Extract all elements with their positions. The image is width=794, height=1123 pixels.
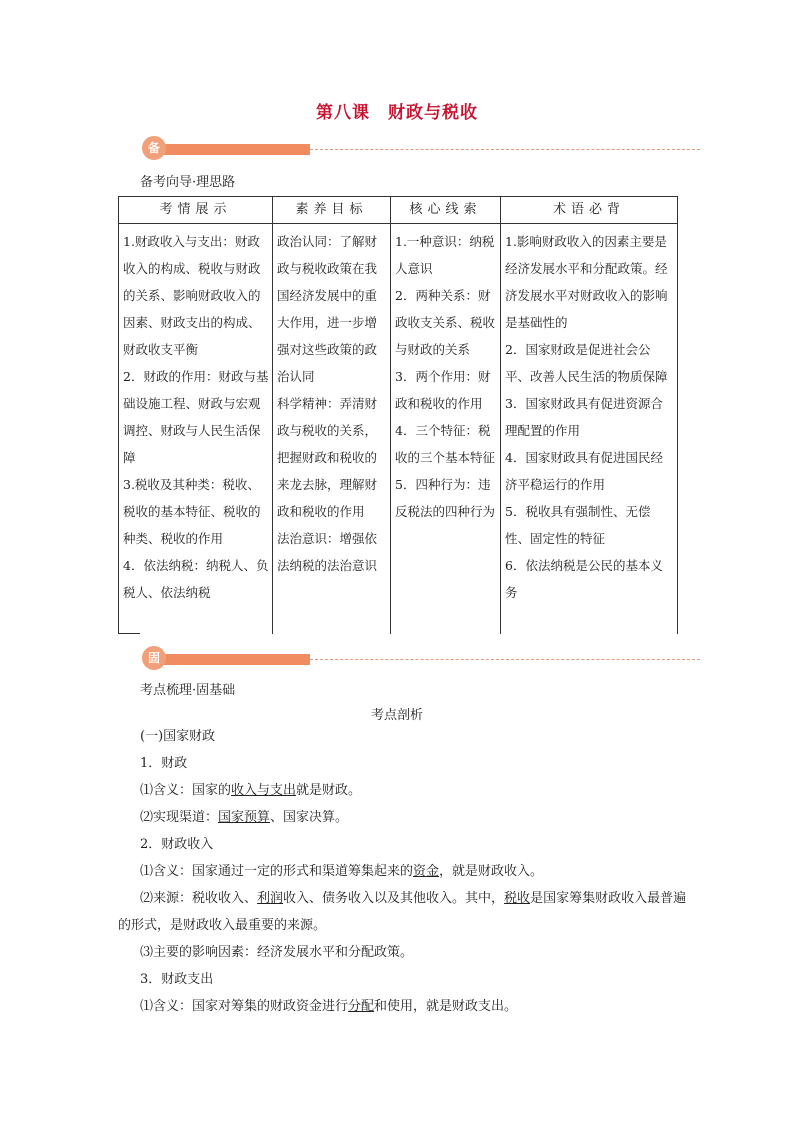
header-exam-info: 考情展示	[119, 197, 273, 224]
analysis-heading: 考点剖析	[370, 708, 423, 723]
list-item: 2．财政的作用：财政与基础设施工程、财政与宏观调控、财政与人民生活保障	[123, 369, 269, 465]
list-item: 3．国家财政具有促进资源合理配置的作用	[505, 396, 663, 438]
header-terms: 术语必背	[501, 197, 678, 224]
column-exam-info	[119, 224, 273, 634]
list-item: 1.财政收入与支出：财政收入的构成、税收与财政的关系、影响财政收入的因素、财政支出的构成、财政收支平衡	[123, 234, 261, 357]
page-title: 第八课 财政与税收	[316, 103, 478, 123]
paragraph: ⑵实现渠道：国家预算、国家决算。	[140, 810, 349, 825]
column-core-clues	[391, 224, 501, 634]
subheading-finance: 1．财政	[140, 756, 188, 771]
guide-table	[118, 196, 678, 634]
paragraph: ⑴含义：国家通过一定的形式和渠道筹集起来的资金，就是财政收入。	[140, 864, 544, 879]
list-item: 4．依法纳税：纳税人、负税人、依法纳税	[123, 558, 269, 600]
list-item: 5．四种行为：违反税法的四种行为	[395, 477, 496, 519]
list-item: 政治认同：了解财政与税收政策在我国经济发展中的重大作用，进一步增强对这些政策的政治认同	[277, 234, 378, 384]
header-core-clues: 核心线索	[391, 197, 501, 224]
paragraph: ⑶主要的影响因素：经济发展水平和分配政策。	[140, 945, 414, 960]
banner-dashed-line	[310, 659, 700, 660]
list-item: 科学精神：弄清财政与税收的关系，把握财政和税收的来龙去脉，理解财政和税收的作用	[277, 396, 378, 519]
list-item: 2．国家财政是促进社会公平、改善人民生活的物质保障	[505, 342, 668, 384]
table-bottom-stub	[118, 633, 140, 634]
heading-national-finance: (一)国家财政	[140, 729, 216, 744]
section-label-guide: 备考向导·理思路	[140, 175, 236, 190]
list-item: 1.一种意识：纳税人意识	[395, 234, 495, 276]
banner-bar	[154, 654, 310, 665]
section-banner-guide	[140, 136, 700, 160]
paragraph: ⑵来源：税收收入、利润收入、债务收入以及其他收入。其中，税收是国家筹集财政收入最普遍的形式，是财政收入最重要的来源。	[118, 891, 687, 933]
banner-dashed-line	[310, 149, 700, 150]
list-item: 1.影响财政收入的因素主要是经济发展水平和分配政策。经济发展水平对财政收入的影响是基础性的	[505, 234, 668, 330]
column-terms	[501, 224, 678, 634]
list-item: 6．依法纳税是公民的基本义务	[505, 558, 663, 600]
subheading-revenue: 2．财政收入	[140, 837, 214, 852]
list-item: 4．国家财政具有促进国民经济平稳运行的作用	[505, 450, 663, 492]
column-literacy-goals	[273, 224, 391, 634]
list-item: 4．三个特征：税收的三个基本特征	[395, 423, 496, 465]
paragraph: ⑴含义：国家的收入与支出就是财政。	[140, 783, 362, 798]
body-content	[118, 723, 688, 1020]
section-label-review: 考点梳理·固基础	[140, 683, 236, 698]
section-banner-review	[140, 646, 700, 670]
list-item: 3.税收及其种类：税收、税收的基本特征、税收的种类、税收的作用	[123, 477, 261, 546]
list-item: 法治意识：增强依法纳税的法治意识	[277, 531, 378, 573]
list-item: 5．税收具有强制性、无偿性、固定性的特征	[505, 504, 651, 546]
book-icon: 备	[142, 136, 166, 160]
subheading-expenditure: 3．财政支出	[140, 972, 214, 987]
header-literacy-goals: 素养目标	[273, 197, 391, 224]
paragraph: ⑴含义：国家对筹集的财政资金进行分配和使用，就是财政支出。	[140, 999, 518, 1014]
list-item: 3．两个作用：财政和税收的作用	[395, 369, 491, 411]
list-item: 2．两种关系：财政收支关系、税收与财政的关系	[395, 288, 496, 357]
book-icon: 固	[142, 646, 166, 670]
banner-bar	[154, 144, 310, 155]
